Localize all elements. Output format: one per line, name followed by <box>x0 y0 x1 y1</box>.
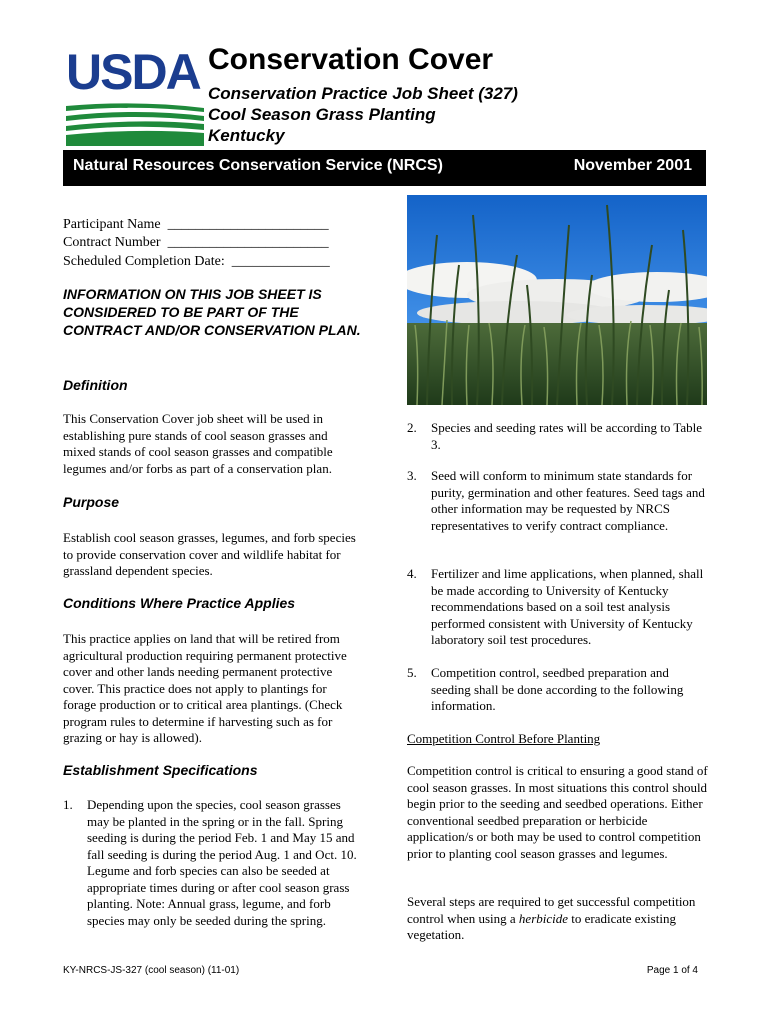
list-item-number: 5. <box>407 665 417 680</box>
document-date: November 2001 <box>573 157 692 174</box>
competition-text-before: Several steps are required to get successful competition control when using a <box>407 894 696 926</box>
list-item-text: Depending upon the species, cool season grasses may be planted in the spring or in the fall. Spring seeding is during the period Feb. 1 and May 15 and fall seeding is during the period Aug. 1 and Oct. 10. Legume and forb species can also be seeded at appropriate times during or after cool season grass planting. Note: Annual grass, legume, and forb species may only be seeded during the spring. <box>87 797 357 928</box>
list-item-text: Fertilizer and lime applications, when planned, shall be made according to University of Kentucky recommendations based on a soil test analysis performed consistent with University of Kentucky laboratory soil test procedures. <box>431 566 704 647</box>
list-item <box>407 665 709 717</box>
usda-logo <box>66 44 204 146</box>
competition-paragraph-1: Competition control is critical to ensuring a good stand of cool season grasses. In most situations this control should begin prior to the seeding and seedbed operations. Either conventional seedbed preparation or herbicide application/s or both may be used to control competition prior to planting cool season grasses and legumes. <box>407 763 708 861</box>
agency-name: Natural Resources Conservation Service (NRCS) <box>73 157 443 174</box>
list-item-number: 1. <box>63 797 73 812</box>
grass-field-image <box>407 195 707 405</box>
conditions-heading: Conditions Where Practice Applies <box>63 595 296 611</box>
competition-heading: Competition Control Before Planting <box>407 731 601 746</box>
completion-date-field[interactable]: Scheduled Completion Date: ______________ <box>63 254 330 269</box>
competition-text-after: to eradicate existing vegetation. <box>407 910 676 942</box>
list-item-text: Seed will conform to minimum state standards for purity, germination and other features. Seed tags and other information may be requested by NRCS representatives to verify contract compliance. <box>431 468 705 533</box>
grass-field-photo <box>407 195 707 405</box>
herbicide-emphasis: herbicide <box>518 910 569 926</box>
logo-wordmark: USDA <box>66 44 200 100</box>
establishment-heading: Establishment Specifications <box>63 762 258 778</box>
conditions-text: This practice applies on land that will be retired from agricultural production requiring permanent protective cover and other lands needing permanent protective cover. This practice does not apply to plantings for forage production or to critical area plantings. (Check program rules to determine if harvesting such as for grazing or hay is allowed). <box>63 631 347 745</box>
list-item-text: Competition control, seedbed preparation and seeding shall be done according to the following information. <box>431 665 684 713</box>
footer-page-number: Page 1 of 4 <box>646 965 698 976</box>
list-item-text: Species and seeding rates will be according to Table 3. <box>431 420 703 452</box>
list-item <box>407 468 709 552</box>
subtitle-planting: Cool Season Grass Planting <box>208 105 436 124</box>
list-item-number: 4. <box>407 566 417 581</box>
subtitle-state: Kentucky <box>208 126 285 145</box>
notice-text: INFORMATION ON THIS JOB SHEET IS CONSIDERED TO BE PART OF THE CONTRACT AND/OR CONSERVATION PLAN. <box>63 286 361 338</box>
list-item <box>407 420 709 456</box>
purpose-text: Establish cool season grasses, legumes, and forb species to provide conservation cover and wildlife habitat for grassland dependent species. <box>63 530 356 578</box>
definition-text: This Conservation Cover job sheet will be used in establishing pure stands of cool season grasses and mixed stands of cool season grasses and compatible legumes and/or forbs as part of a conservation plan. <box>63 411 333 476</box>
footer-document-id: KY-NRCS-JS-327 (cool season) (11-01) <box>63 965 240 976</box>
definition-heading: Definition <box>63 377 128 393</box>
list-item <box>407 566 709 650</box>
participant-name-field[interactable]: Participant Name _______________________ <box>63 217 329 232</box>
competition-paragraph-2 <box>407 894 709 944</box>
list-item-number: 3. <box>407 468 417 483</box>
purpose-heading: Purpose <box>63 494 120 510</box>
contract-number-field[interactable]: Contract Number _______________________ <box>63 235 329 250</box>
logo-fields-graphic <box>66 102 204 146</box>
subtitle-job-sheet: Conservation Practice Job Sheet (327) <box>208 84 518 103</box>
list-item <box>63 797 363 947</box>
page-title: Conservation Cover <box>208 43 494 76</box>
list-item-number: 2. <box>407 420 417 435</box>
agency-banner <box>63 150 706 186</box>
